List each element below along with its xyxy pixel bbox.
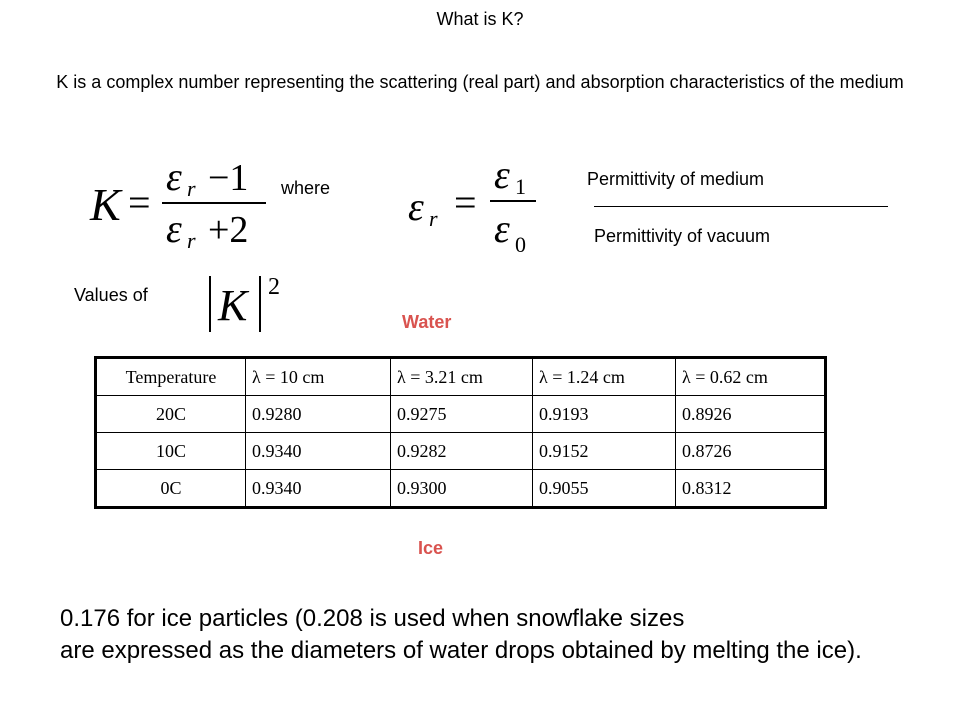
header-lambda-062: λ = 0.62 cm xyxy=(676,358,826,396)
header-temperature: Temperature xyxy=(96,358,246,396)
eq-sub-r-num: r xyxy=(187,176,196,201)
cell-value: 0.8312 xyxy=(676,470,826,508)
abs-k-symbol: K xyxy=(218,281,248,330)
table-row xyxy=(96,396,826,433)
eq2-equals: = xyxy=(454,180,477,225)
cell-value: 0.9282 xyxy=(391,433,533,470)
table-row xyxy=(96,470,826,508)
eq2-epsilon-r: ε xyxy=(408,184,424,229)
where-label: where xyxy=(281,178,331,198)
k-values-table xyxy=(94,356,827,509)
header-lambda-321: λ = 3.21 cm xyxy=(391,358,533,396)
header-lambda-124: λ = 1.24 cm xyxy=(533,358,676,396)
footnote-line-2: are expressed as the diameters of water drops obtained by melting the ice). xyxy=(60,637,862,664)
cell-value: 0.9275 xyxy=(391,396,533,433)
eq-epsilon-den: ε xyxy=(166,206,182,248)
eq2-epsilon-den: ε xyxy=(494,206,510,251)
epsilon-r-equation xyxy=(404,148,544,260)
page-title: What is K? xyxy=(436,9,524,29)
permittivity-medium-label: Permittivity of medium xyxy=(587,169,765,189)
eq2-sub-0: 0 xyxy=(515,232,526,257)
water-label: Water xyxy=(402,312,452,332)
cell-value: 0.8726 xyxy=(676,433,826,470)
table-header-row xyxy=(96,358,826,396)
cell-value: 0.9300 xyxy=(391,470,533,508)
header-lambda-10: λ = 10 cm xyxy=(246,358,391,396)
ice-footnote xyxy=(60,603,862,667)
eq2-sub-r: r xyxy=(429,206,438,231)
cell-temperature: 10C xyxy=(96,433,246,470)
permittivity-fraction-line xyxy=(594,206,888,207)
cell-value: 0.8926 xyxy=(676,396,826,433)
eq2-sub-1: 1 xyxy=(515,174,526,199)
values-of-label: Values of xyxy=(74,285,148,305)
eq-minus-one: −1 xyxy=(208,157,249,199)
cell-temperature: 20C xyxy=(96,396,246,433)
eq-equals: = xyxy=(128,180,151,225)
footnote-line-1: 0.176 for ice particles (0.208 is used when snowflake sizes xyxy=(60,605,685,632)
table-row xyxy=(96,433,826,470)
eq-epsilon-num: ε xyxy=(166,154,182,199)
cell-value: 0.9152 xyxy=(533,433,676,470)
eq2-epsilon-num: ε xyxy=(494,152,510,197)
intro-text: K is a complex number representing the scattering (real part) and absorption characteristics of the medium xyxy=(56,72,904,92)
cell-value: 0.9280 xyxy=(246,396,391,433)
cell-temperature: 0C xyxy=(96,470,246,508)
cell-value: 0.9193 xyxy=(533,396,676,433)
eq-sub-r-den: r xyxy=(187,228,196,248)
eq-plus-two: +2 xyxy=(208,209,249,248)
cell-value: 0.9055 xyxy=(533,470,676,508)
eq-k-symbol: K xyxy=(90,179,121,230)
permittivity-vacuum-label: Permittivity of vacuum xyxy=(594,226,771,246)
cell-value: 0.9340 xyxy=(246,433,391,470)
ice-label: Ice xyxy=(418,538,444,558)
abs-k-squared-equation xyxy=(202,268,286,338)
abs-exponent: 2 xyxy=(268,274,280,300)
cell-value: 0.9340 xyxy=(246,470,391,508)
k-definition-equation xyxy=(88,148,273,248)
